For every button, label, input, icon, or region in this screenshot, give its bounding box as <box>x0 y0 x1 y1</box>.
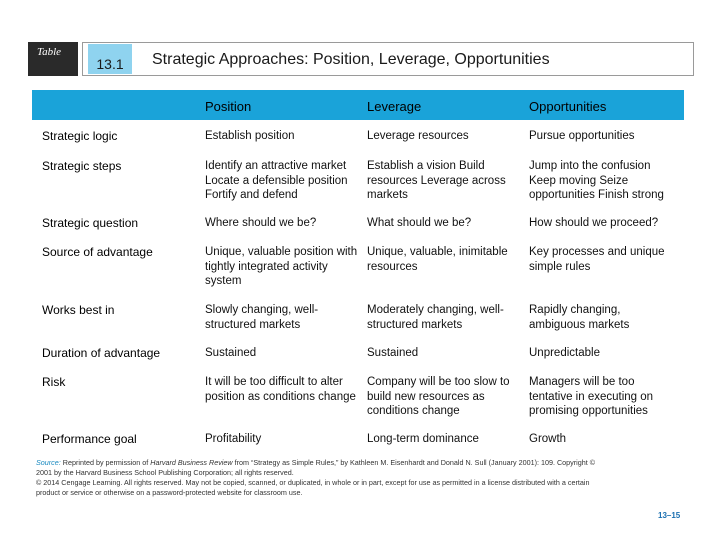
table-cell: Sustained <box>367 347 419 359</box>
row-label: Strategic question <box>42 216 139 230</box>
row-label: Duration of advantage <box>42 346 161 360</box>
page-title: Strategic Approaches: Position, Leverage, Opportunities <box>152 51 550 68</box>
table-cell: Growth <box>529 433 567 445</box>
table-cell: Where should we be? <box>205 217 317 229</box>
column-header-opportunities: Opportunities <box>529 99 607 114</box>
table-cell: Slowly changing, well-structured markets <box>205 304 319 331</box>
copyright-notice: © 2014 Cengage Learning. All rights reserved. May not be copied, scanned, or duplicated, in whole or in part, except for use as permitted in a license distributed with a certain product or service or otherwise on a password-protected website for classroom use. <box>36 478 590 497</box>
table-cell: Rapidly changing, ambiguous markets <box>529 304 630 331</box>
table-tag: Table <box>28 42 78 76</box>
table-cell: Moderately changing, well-structured markets <box>367 304 504 331</box>
table-cell: Profitability <box>205 433 262 445</box>
table-cell: It will be too difficult to alter position as conditions change <box>205 376 356 403</box>
row-label: Risk <box>42 375 66 389</box>
page-number: 13–15 <box>658 511 681 520</box>
table-cell: Managers will be too tentative in executing on promising opportunities <box>529 376 654 417</box>
table-cell: What should we be? <box>367 217 472 229</box>
table-cell: Establish position <box>205 130 295 142</box>
table-cell: Identify an attractive market Locate a defensible position Fortify and defend <box>205 160 348 201</box>
source-label: Source: <box>36 458 61 467</box>
footer-source <box>36 458 596 498</box>
table-number: 13.1 <box>88 44 132 74</box>
table-cell: Key processes and unique simple rules <box>529 246 665 273</box>
table-cell: Long-term dominance <box>367 433 479 445</box>
table-cell: How should we proceed? <box>529 217 659 229</box>
row-label: Works best in <box>42 303 115 317</box>
table-cell: Company will be too slow to build new resources as conditions change <box>367 376 510 417</box>
table-cell: Unpredictable <box>529 347 600 359</box>
table-cell: Jump into the confusion Keep moving Seize opportunities Finish strong <box>529 160 664 201</box>
source-publication: Harvard Business Review <box>150 458 233 467</box>
row-label: Source of advantage <box>42 245 153 259</box>
source-prefix: Reprinted by permission of <box>62 458 149 467</box>
table-cell: Sustained <box>205 347 257 359</box>
table-cell: Pursue opportunities <box>529 130 635 142</box>
source-citation: from “Strategy as Simple Rules,” by Kathleen M. Eisenhardt and Donald N. Sull (January 2001): 109. Copyright © 2001 by the Harvard Business School Publishing Corporation; all rights reserved. <box>36 458 596 477</box>
table-cell: Establish a vision Build resources Leverage across markets <box>367 160 506 201</box>
column-header-leverage: Leverage <box>367 99 422 114</box>
row-label: Strategic logic <box>42 129 118 143</box>
table-cell: Leverage resources <box>367 130 469 142</box>
column-header-position: Position <box>205 99 252 114</box>
table-cell: Unique, valuable, inimitable resources <box>367 246 508 273</box>
row-label: Performance goal <box>42 432 137 446</box>
row-label: Strategic steps <box>42 159 122 173</box>
table-cell: Unique, valuable position with tightly integrated activity system <box>205 246 358 287</box>
